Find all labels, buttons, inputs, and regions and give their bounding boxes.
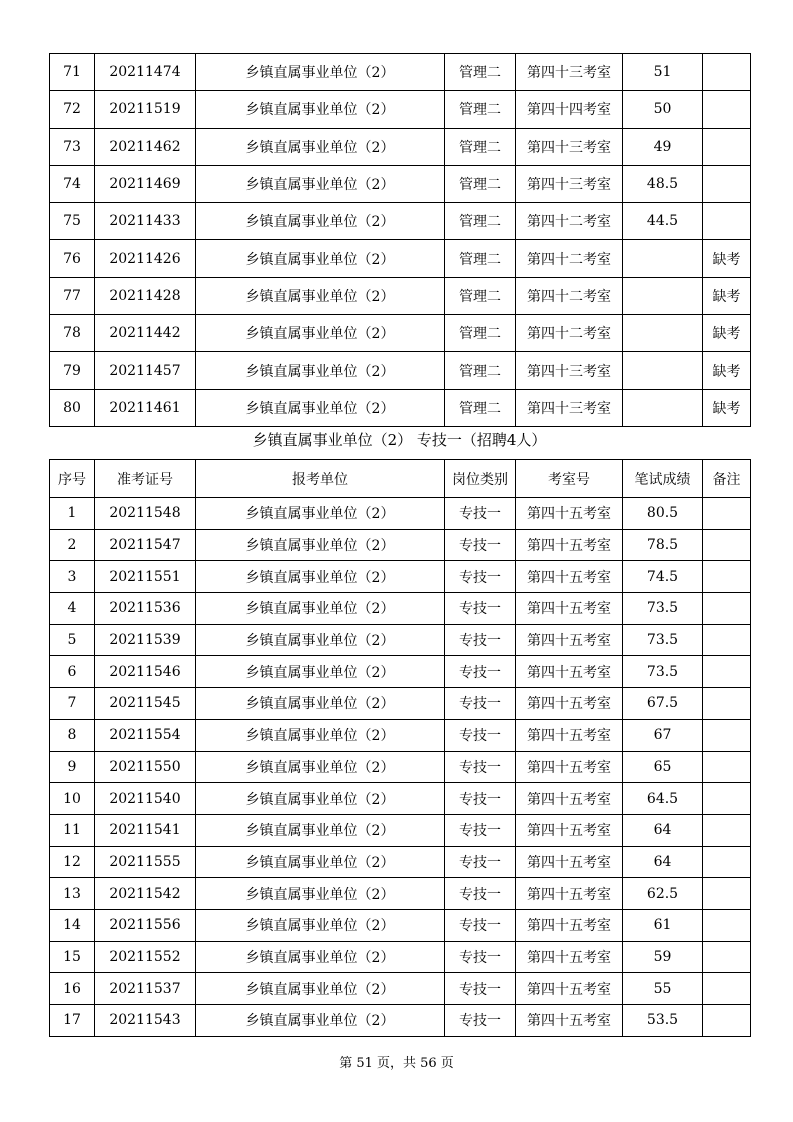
cell-score: [623, 352, 703, 389]
cell-room: 第四十五考室: [516, 846, 623, 878]
header-score: 笔试成绩: [623, 460, 703, 498]
cell-unit: 乡镇直属事业单位（2）: [196, 846, 445, 878]
cell-note: [703, 751, 751, 783]
cell-post: 管理二: [445, 203, 516, 240]
table-row: [50, 529, 751, 561]
cell-score: 65: [623, 751, 703, 783]
cell-note: [703, 846, 751, 878]
table-header-row: [50, 460, 751, 498]
table-row: [50, 909, 751, 941]
table-row: [50, 498, 751, 530]
cell-note: [703, 593, 751, 625]
cell-note: [703, 203, 751, 240]
cell-note: [703, 878, 751, 910]
table-row: [50, 352, 751, 389]
cell-exam-id: 20211556: [95, 909, 196, 941]
cell-score: 61: [623, 909, 703, 941]
cell-room: 第四十二考室: [516, 240, 623, 277]
cell-post: 专技一: [445, 878, 516, 910]
results-table: [49, 459, 751, 1037]
cell-no: 71: [50, 54, 95, 91]
header-room: 考室号: [516, 460, 623, 498]
cell-room: 第四十三考室: [516, 128, 623, 165]
cell-room: 第四十五考室: [516, 719, 623, 751]
cell-post: 管理二: [445, 128, 516, 165]
cell-post: 专技一: [445, 973, 516, 1005]
cell-score: 49: [623, 128, 703, 165]
cell-no: 5: [50, 624, 95, 656]
cell-note: 缺考: [703, 352, 751, 389]
cell-unit: 乡镇直属事业单位（2）: [196, 315, 445, 352]
cell-score: 74.5: [623, 561, 703, 593]
table-row: [50, 846, 751, 878]
cell-no: 76: [50, 240, 95, 277]
table-row: [50, 941, 751, 973]
cell-exam-id: 20211548: [95, 498, 196, 530]
cell-score: 64: [623, 846, 703, 878]
cell-no: 79: [50, 352, 95, 389]
table-row: [50, 561, 751, 593]
cell-room: 第四十五考室: [516, 1005, 623, 1037]
header-note: 备注: [703, 460, 751, 498]
cell-unit: 乡镇直属事业单位（2）: [196, 973, 445, 1005]
cell-note: 缺考: [703, 240, 751, 277]
cell-unit: 乡镇直属事业单位（2）: [196, 783, 445, 815]
cell-exam-id: 20211536: [95, 593, 196, 625]
cell-unit: 乡镇直属事业单位（2）: [196, 688, 445, 720]
cell-no: 72: [50, 91, 95, 128]
cell-room: 第四十五考室: [516, 656, 623, 688]
cell-score: 78.5: [623, 529, 703, 561]
cell-exam-id: 20211551: [95, 561, 196, 593]
cell-score: 67.5: [623, 688, 703, 720]
cell-unit: 乡镇直属事业单位（2）: [196, 909, 445, 941]
cell-note: [703, 561, 751, 593]
page-footer: 第 51 页，共 56 页: [339, 1056, 454, 1071]
cell-unit: 乡镇直属事业单位（2）: [196, 240, 445, 277]
cell-no: 3: [50, 561, 95, 593]
cell-exam-id: 20211539: [95, 624, 196, 656]
cell-exam-id: 20211474: [95, 54, 196, 91]
cell-exam-id: 20211541: [95, 814, 196, 846]
cell-unit: 乡镇直属事业单位（2）: [196, 389, 445, 426]
cell-exam-id: 20211469: [95, 165, 196, 202]
cell-score: 73.5: [623, 624, 703, 656]
cell-unit: 乡镇直属事业单位（2）: [196, 941, 445, 973]
cell-unit: 乡镇直属事业单位（2）: [196, 529, 445, 561]
cell-post: 专技一: [445, 593, 516, 625]
cell-unit: 乡镇直属事业单位（2）: [196, 751, 445, 783]
table-row: [50, 656, 751, 688]
cell-unit: 乡镇直属事业单位（2）: [196, 878, 445, 910]
cell-room: 第四十五考室: [516, 814, 623, 846]
cell-no: 9: [50, 751, 95, 783]
cell-no: 2: [50, 529, 95, 561]
table-row: [50, 203, 751, 240]
cell-unit: 乡镇直属事业单位（2）: [196, 277, 445, 314]
cell-exam-id: 20211555: [95, 846, 196, 878]
table-row: [50, 128, 751, 165]
cell-post: 专技一: [445, 941, 516, 973]
cell-score: 62.5: [623, 878, 703, 910]
cell-no: 1: [50, 498, 95, 530]
cell-unit: 乡镇直属事业单位（2）: [196, 128, 445, 165]
cell-room: 第四十五考室: [516, 529, 623, 561]
cell-post: 专技一: [445, 814, 516, 846]
cell-exam-id: 20211442: [95, 315, 196, 352]
cell-note: [703, 973, 751, 1005]
cell-note: [703, 719, 751, 751]
cell-exam-id: 20211462: [95, 128, 196, 165]
cell-room: 第四十五考室: [516, 783, 623, 815]
table-row: [50, 783, 751, 815]
cell-post: 专技一: [445, 751, 516, 783]
cell-room: 第四十三考室: [516, 54, 623, 91]
header-post: 岗位类别: [445, 460, 516, 498]
cell-unit: 乡镇直属事业单位（2）: [196, 719, 445, 751]
cell-post: 管理二: [445, 165, 516, 202]
cell-note: [703, 1005, 751, 1037]
cell-note: [703, 688, 751, 720]
cell-room: 第四十三考室: [516, 352, 623, 389]
cell-unit: 乡镇直属事业单位（2）: [196, 91, 445, 128]
cell-room: 第四十二考室: [516, 315, 623, 352]
cell-post: 管理二: [445, 352, 516, 389]
results-table-continued: [49, 53, 751, 427]
table-row: [50, 688, 751, 720]
cell-room: 第四十五考室: [516, 751, 623, 783]
cell-exam-id: 20211433: [95, 203, 196, 240]
cell-note: [703, 91, 751, 128]
cell-post: 管理二: [445, 315, 516, 352]
cell-unit: 乡镇直属事业单位（2）: [196, 561, 445, 593]
cell-note: [703, 941, 751, 973]
cell-note: [703, 909, 751, 941]
cell-no: 74: [50, 165, 95, 202]
cell-score: [623, 277, 703, 314]
cell-no: 13: [50, 878, 95, 910]
cell-exam-id: 20211552: [95, 941, 196, 973]
cell-unit: 乡镇直属事业单位（2）: [196, 352, 445, 389]
cell-score: 55: [623, 973, 703, 1005]
cell-post: 专技一: [445, 783, 516, 815]
cell-room: 第四十五考室: [516, 561, 623, 593]
cell-score: 73.5: [623, 656, 703, 688]
cell-room: 第四十五考室: [516, 878, 623, 910]
cell-room: 第四十二考室: [516, 203, 623, 240]
cell-post: 专技一: [445, 656, 516, 688]
cell-post: 专技一: [445, 1005, 516, 1037]
cell-post: 专技一: [445, 561, 516, 593]
cell-note: [703, 529, 751, 561]
cell-post: 管理二: [445, 54, 516, 91]
header-exam-id: 准考证号: [95, 460, 196, 498]
table-row: [50, 91, 751, 128]
section-title: 乡镇直属事业单位（2） 专技一（招聘4人）: [252, 431, 547, 449]
cell-exam-id: 20211457: [95, 352, 196, 389]
cell-post: 专技一: [445, 719, 516, 751]
cell-no: 7: [50, 688, 95, 720]
cell-exam-id: 20211428: [95, 277, 196, 314]
cell-post: 管理二: [445, 389, 516, 426]
cell-no: 75: [50, 203, 95, 240]
table-row: [50, 54, 751, 91]
cell-post: 管理二: [445, 240, 516, 277]
cell-unit: 乡镇直属事业单位（2）: [196, 814, 445, 846]
cell-unit: 乡镇直属事业单位（2）: [196, 498, 445, 530]
cell-post: 专技一: [445, 846, 516, 878]
cell-post: 专技一: [445, 624, 516, 656]
table-row: [50, 624, 751, 656]
cell-no: 17: [50, 1005, 95, 1037]
table-row: [50, 240, 751, 277]
cell-exam-id: 20211542: [95, 878, 196, 910]
table-row: [50, 719, 751, 751]
cell-room: 第四十五考室: [516, 688, 623, 720]
cell-unit: 乡镇直属事业单位（2）: [196, 1005, 445, 1037]
cell-note: [703, 54, 751, 91]
table-row: [50, 814, 751, 846]
cell-post: 专技一: [445, 909, 516, 941]
cell-room: 第四十五考室: [516, 909, 623, 941]
cell-score: 48.5: [623, 165, 703, 202]
cell-exam-id: 20211540: [95, 783, 196, 815]
cell-no: 78: [50, 315, 95, 352]
table-row: [50, 973, 751, 1005]
cell-no: 15: [50, 941, 95, 973]
header-unit: 报考单位: [196, 460, 445, 498]
cell-score: [623, 315, 703, 352]
cell-room: 第四十三考室: [516, 165, 623, 202]
cell-exam-id: 20211546: [95, 656, 196, 688]
header-no: 序号: [50, 460, 95, 498]
table-row: [50, 389, 751, 426]
cell-no: 6: [50, 656, 95, 688]
cell-score: 73.5: [623, 593, 703, 625]
cell-note: 缺考: [703, 389, 751, 426]
cell-no: 80: [50, 389, 95, 426]
cell-unit: 乡镇直属事业单位（2）: [196, 203, 445, 240]
cell-note: [703, 783, 751, 815]
cell-no: 77: [50, 277, 95, 314]
table-row: [50, 315, 751, 352]
results-table-body: [50, 498, 751, 1037]
cell-no: 73: [50, 128, 95, 165]
cell-score: 51: [623, 54, 703, 91]
cell-note: 缺考: [703, 277, 751, 314]
table-row: [50, 878, 751, 910]
cell-score: 64: [623, 814, 703, 846]
cell-room: 第四十五考室: [516, 624, 623, 656]
cell-no: 4: [50, 593, 95, 625]
cell-post: 管理二: [445, 277, 516, 314]
cell-note: [703, 498, 751, 530]
cell-no: 8: [50, 719, 95, 751]
cell-no: 16: [50, 973, 95, 1005]
table-row: [50, 593, 751, 625]
cell-room: 第四十三考室: [516, 389, 623, 426]
cell-post: 管理二: [445, 91, 516, 128]
cell-unit: 乡镇直属事业单位（2）: [196, 54, 445, 91]
cell-exam-id: 20211545: [95, 688, 196, 720]
cell-score: 67: [623, 719, 703, 751]
cell-room: 第四十五考室: [516, 941, 623, 973]
cell-exam-id: 20211537: [95, 973, 196, 1005]
cell-score: 50: [623, 91, 703, 128]
cell-room: 第四十四考室: [516, 91, 623, 128]
cell-exam-id: 20211426: [95, 240, 196, 277]
cell-score: 64.5: [623, 783, 703, 815]
cell-score: 44.5: [623, 203, 703, 240]
cell-exam-id: 20211550: [95, 751, 196, 783]
cell-unit: 乡镇直属事业单位（2）: [196, 624, 445, 656]
cell-room: 第四十五考室: [516, 973, 623, 1005]
cell-post: 专技一: [445, 688, 516, 720]
cell-score: 80.5: [623, 498, 703, 530]
cell-note: [703, 165, 751, 202]
cell-score: [623, 240, 703, 277]
cell-room: 第四十五考室: [516, 593, 623, 625]
cell-exam-id: 20211554: [95, 719, 196, 751]
cell-unit: 乡镇直属事业单位（2）: [196, 165, 445, 202]
cell-room: 第四十二考室: [516, 277, 623, 314]
cell-no: 12: [50, 846, 95, 878]
cell-no: 11: [50, 814, 95, 846]
cell-note: [703, 624, 751, 656]
cell-exam-id: 20211543: [95, 1005, 196, 1037]
cell-note: [703, 814, 751, 846]
cell-score: 59: [623, 941, 703, 973]
cell-exam-id: 20211519: [95, 91, 196, 128]
table-row: [50, 277, 751, 314]
table-row: [50, 1005, 751, 1037]
cell-note: [703, 656, 751, 688]
cell-room: 第四十五考室: [516, 498, 623, 530]
table-row: [50, 751, 751, 783]
cell-post: 专技一: [445, 529, 516, 561]
cell-score: [623, 389, 703, 426]
cell-exam-id: 20211461: [95, 389, 196, 426]
cell-no: 14: [50, 909, 95, 941]
cell-unit: 乡镇直属事业单位（2）: [196, 593, 445, 625]
cell-note: 缺考: [703, 315, 751, 352]
cell-no: 10: [50, 783, 95, 815]
cell-note: [703, 128, 751, 165]
cell-score: 53.5: [623, 1005, 703, 1037]
cell-exam-id: 20211547: [95, 529, 196, 561]
table-row: [50, 165, 751, 202]
cell-post: 专技一: [445, 498, 516, 530]
results-table-continued-body: [50, 54, 751, 427]
cell-unit: 乡镇直属事业单位（2）: [196, 656, 445, 688]
